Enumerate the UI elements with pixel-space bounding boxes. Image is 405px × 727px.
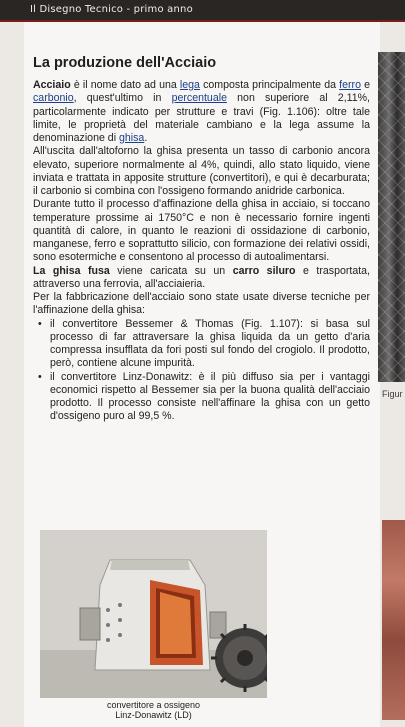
bullet-icon: •: [38, 317, 42, 330]
link-carbonio[interactable]: carbonio: [33, 92, 74, 105]
link-percentuale[interactable]: percentuale: [171, 92, 227, 105]
link-ferro[interactable]: ferro: [339, 79, 361, 91]
link-lega[interactable]: lega: [179, 79, 200, 91]
link-ghisa[interactable]: ghisa: [119, 132, 145, 144]
chapter-title: Il Disegno Tecnico - primo anno: [30, 4, 193, 15]
bullet-icon: •: [38, 370, 42, 383]
paragraph-affinazione: Durante tutto il processo d'affinazione della ghisa in acciaio, si toccano temperature prossime ai 1750°C e non è necessario fornire ingenti quantità di calore, in quanto le reazioni di ossidazione di carbonio, manganese, ferro e soprattutto silicio, con formazione dei relativi ossidi, sono esotermiche e consentono al processo di autoalimentarsi.: [33, 198, 370, 264]
side-photo-bridge: [378, 52, 405, 382]
paragraph-ghisa-fusa: La ghisa fusa viene caricata su un carro siluro e trasportata, attraverso una ferrovia, all'acciaieria.: [33, 264, 370, 290]
list-item: • il convertitore Linz-Donawitz: è il più diffuso sia per i vantaggi economici rispetto al Bessemer sia per la buona qualità dell'acciaio prodotto. Il processo consiste nell'affinare la ghisa con un getto d'ossigeno puro al 99,5 %.: [38, 370, 370, 423]
paragraph-intro: Acciaio è il nome dato ad una lega composta principalmente da ferro e carbonio, quest'ultimo in percentuale non superiore al 2,11%, particolarmente indicato per strutture e travi (Fig. 1.106): oltre tale limite, le proprietà del materiale cambiano e la lega assume la denominazione di ghisa.: [33, 79, 371, 144]
text-column: [33, 79, 370, 424]
side-photo-brick: [382, 520, 405, 720]
section-title: La produzione dell'Acciaio: [33, 55, 217, 71]
converter-illustration: [40, 530, 267, 698]
paragraph-altoforno: All'uscita dall'altoforno la ghisa presenta un tasso di carbonio ancora elevato, superiore normalmente al 4%, quindi, allo stato liquido, viene inviata e trattata in apposite strutture (convertitori), e qui è decarburata; il carbonio si combina con l'ossigeno formando anidride carbonica.: [33, 145, 370, 197]
list-item: • il convertitore Bessemer & Thomas (Fig. 1.107): si basa sul processo di far attraversare la ghisa liquida da un getto d'aria compressa insufflata da fori posti sul fondo del crogiolo. Il prodotto, però, contiene alcune impurità.: [38, 317, 370, 370]
converter-list: [33, 318, 370, 424]
figure-caption: convertitore a ossigeno Linz-Donawitz (LD): [106, 700, 201, 720]
converter-figure: [40, 530, 267, 698]
paragraph-tecniche: Per la fabbricazione dell'acciaio sono state usate diverse tecniche per l'affinazione della ghisa:: [33, 291, 370, 317]
side-figure-caption: Figur: [382, 389, 403, 399]
running-header: [0, 0, 405, 22]
